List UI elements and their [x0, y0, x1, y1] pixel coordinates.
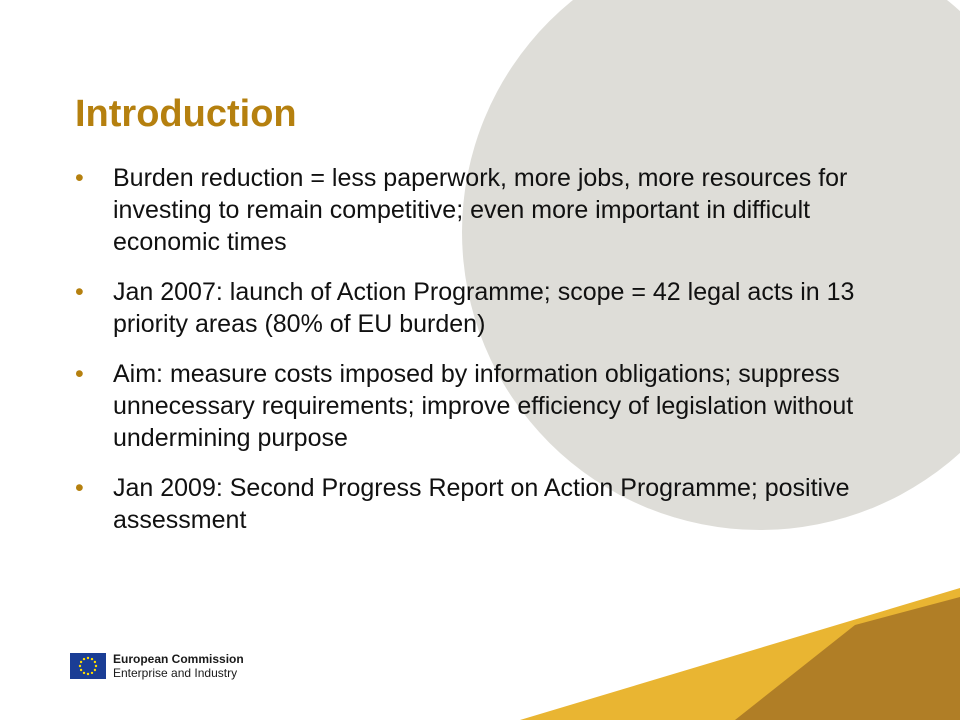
- eu-flag-icon: [70, 653, 106, 679]
- org-name: European Commission: [113, 652, 244, 666]
- bullet-dot-icon: •: [75, 278, 84, 306]
- slide-title: Introduction: [75, 93, 297, 135]
- org-unit: Enterprise and Industry: [113, 666, 238, 680]
- bullet-item: [75, 358, 855, 454]
- bullet-list: [75, 162, 855, 554]
- bullet-item: [75, 162, 855, 258]
- logo-text: [113, 652, 244, 680]
- bullet-dot-icon: •: [75, 474, 84, 502]
- european-commission-logo: [70, 652, 244, 680]
- bullet-text: Burden reduction = less paperwork, more jobs, more resources for investing to remain competitive; even more important in difficult economic times: [113, 164, 848, 256]
- bullet-text: Jan 2009: Second Progress Report on Action Programme; positive assessment: [113, 474, 850, 534]
- bullet-text: Jan 2007: launch of Action Programme; scope = 42 legal acts in 13 priority areas (80% of EU burden): [113, 278, 855, 338]
- bullet-dot-icon: •: [75, 164, 84, 192]
- bullet-text: Aim: measure costs imposed by information obligations; suppress unnecessary requirements; improve efficiency of legislation without undermining purpose: [113, 360, 854, 452]
- bullet-dot-icon: •: [75, 360, 84, 388]
- bullet-item: [75, 276, 855, 340]
- bullet-item: [75, 472, 855, 536]
